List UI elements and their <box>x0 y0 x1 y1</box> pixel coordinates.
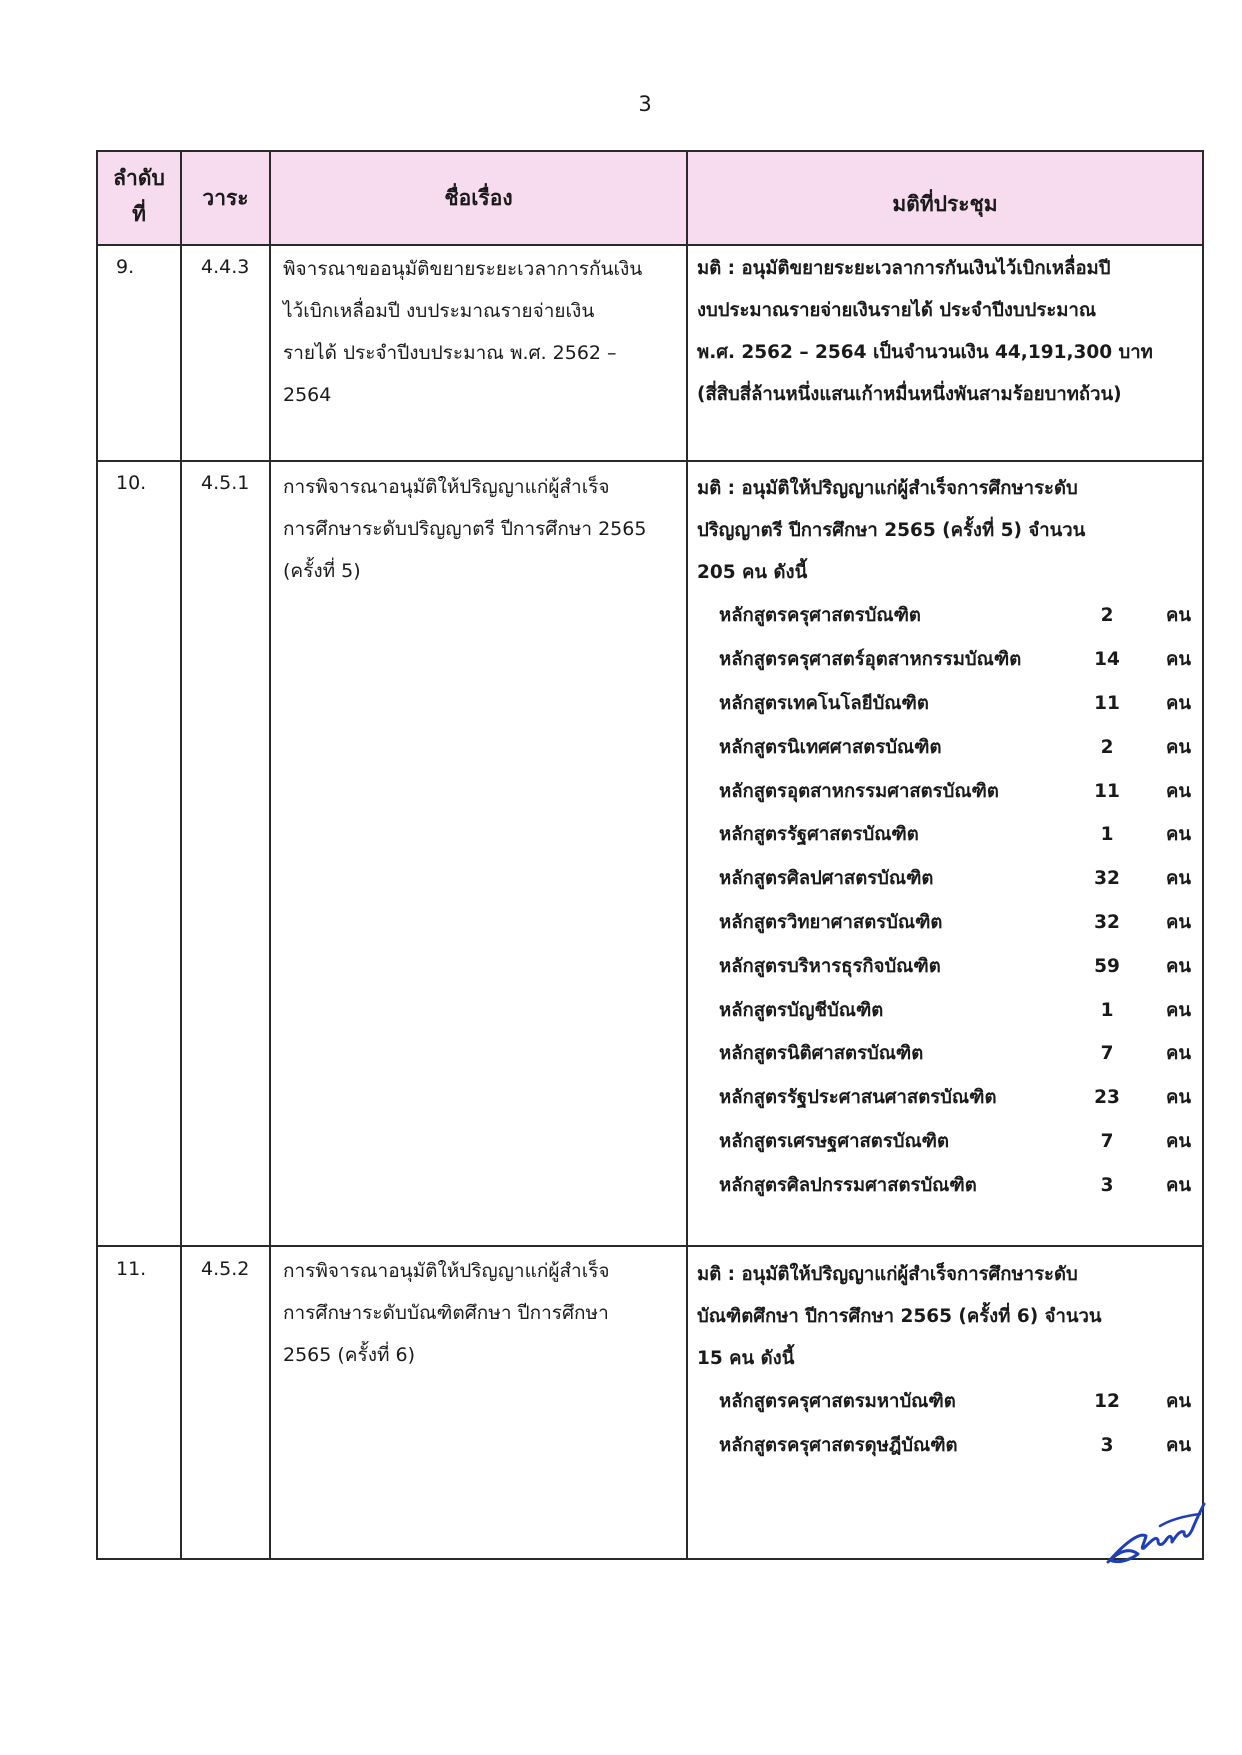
page-number: 3 <box>638 92 652 116</box>
program-count: 7 <box>1100 1043 1114 1065</box>
row-resolution <box>697 248 1197 416</box>
program-row <box>697 1380 1197 1424</box>
resolution-line: งบประมาณรายจ่ายเงินรายได้ ประจำปีงบประมาณ <box>697 300 1097 321</box>
resolution-line: 15 คน ดังนี้ <box>697 1348 795 1369</box>
program-row <box>697 1424 1197 1468</box>
program-row <box>697 1032 1197 1076</box>
program-name: หลักสูตรเศรษฐศาสตรบัณฑิต <box>719 1130 950 1152</box>
row-divider <box>96 1245 1204 1247</box>
header-agenda: วาระ <box>202 186 249 210</box>
program-count: 1 <box>1100 999 1114 1021</box>
subject-line: 2564 <box>283 384 332 406</box>
program-row <box>697 638 1197 682</box>
program-row <box>697 594 1197 638</box>
program-count: 11 <box>1094 780 1120 802</box>
program-unit: คน <box>1165 1087 1191 1109</box>
row-agenda: 4.5.1 <box>201 472 250 494</box>
row-subject <box>283 1250 683 1376</box>
resolution-line: พ.ศ. 2562 – 2564 เป็นจำนวนเงิน 44,191,300 บาท <box>697 342 1153 363</box>
program-name: หลักสูตรศิลปศาสตรบัณฑิต <box>719 868 934 890</box>
program-name: หลักสูตรครุศาสตรมหาบัณฑิต <box>719 1391 956 1413</box>
program-unit: คน <box>1165 999 1191 1021</box>
resolution-line: (สี่สิบสี่ล้านหนึ่งแสนเก้าหมื่นหนึ่งพันสามร้อยบาทถ้วน) <box>697 384 1122 405</box>
row-no: 11. <box>116 1258 147 1280</box>
resolution-line: 205 คน ดังนี้ <box>697 562 808 583</box>
program-name: หลักสูตรครุศาสตรดุษฎีบัณฑิต <box>719 1435 958 1457</box>
program-row <box>697 944 1197 988</box>
table-border-left <box>96 150 98 1560</box>
program-count: 3 <box>1100 1435 1114 1457</box>
program-count: 12 <box>1094 1391 1120 1413</box>
program-name: หลักสูตรนิติศาสตรบัณฑิต <box>719 1043 924 1065</box>
program-count: 7 <box>1100 1130 1114 1152</box>
program-list <box>697 594 1197 1207</box>
program-row <box>697 857 1197 901</box>
program-row <box>697 682 1197 726</box>
subject-line: การศึกษาระดับปริญญาตรี ปีการศึกษา 2565 <box>283 518 647 540</box>
program-row <box>697 769 1197 813</box>
program-count: 59 <box>1094 955 1120 977</box>
row-divider <box>96 460 1204 462</box>
subject-line: (ครั้งที่ 5) <box>283 560 361 582</box>
program-unit: คน <box>1165 780 1191 802</box>
program-unit: คน <box>1165 692 1191 714</box>
table-border-top <box>96 150 1204 152</box>
program-row <box>697 988 1197 1032</box>
program-count: 14 <box>1094 649 1120 671</box>
row-no: 9. <box>116 256 135 278</box>
resolution-line: บัณฑิตศึกษา ปีการศึกษา 2565 (ครั้งที่ 6) จำนวน <box>697 1306 1102 1327</box>
header-subject: ชื่อเรื่อง <box>444 186 513 210</box>
program-name: หลักสูตรวิทยาศาสตรบัณฑิต <box>719 911 943 933</box>
program-row <box>697 813 1197 857</box>
row-resolution <box>697 468 1197 1207</box>
program-count: 1 <box>1100 824 1114 846</box>
row-agenda: 4.5.2 <box>201 1258 250 1280</box>
program-count: 23 <box>1094 1087 1120 1109</box>
column-divider <box>269 150 271 1560</box>
signature <box>1100 1490 1210 1570</box>
subject-line: 2565 (ครั้งที่ 6) <box>283 1344 416 1366</box>
row-agenda: 4.4.3 <box>201 256 250 278</box>
program-unit: คน <box>1165 736 1191 758</box>
table-border-right <box>1202 150 1204 1560</box>
program-name: หลักสูตรเทคโนโลยีบัณฑิต <box>719 692 929 714</box>
program-unit: คน <box>1165 868 1191 890</box>
program-name: หลักสูตรครุศาสตรบัณฑิต <box>719 605 921 627</box>
program-count: 2 <box>1100 605 1114 627</box>
program-name: หลักสูตรอุตสาหกรรมศาสตรบัณฑิต <box>719 780 999 802</box>
row-divider <box>96 244 1204 246</box>
program-count: 11 <box>1094 692 1120 714</box>
resolution-line: มติ : อนุมัติให้ปริญญาแก่ผู้สำเร็จการศึกษาระดับ <box>697 1264 1078 1285</box>
program-unit: คน <box>1165 1130 1191 1152</box>
program-list <box>697 1380 1197 1468</box>
program-name: หลักสูตรนิเทศศาสตรบัณฑิต <box>719 736 942 758</box>
program-name: หลักสูตรศิลปกรรมศาสตรบัณฑิต <box>719 1174 977 1196</box>
resolution-line: มติ : อนุมัติให้ปริญญาแก่ผู้สำเร็จการศึกษาระดับ <box>697 478 1078 499</box>
program-unit: คน <box>1165 1435 1191 1457</box>
program-row <box>697 1076 1197 1120</box>
column-divider <box>180 150 182 1560</box>
program-name: หลักสูตรบริหารธุรกิจบัณฑิต <box>719 955 941 977</box>
program-name: หลักสูตรรัฐประศาสนศาสตรบัณฑิต <box>719 1087 997 1109</box>
subject-line: การศึกษาระดับบัณฑิตศึกษา ปีการศึกษา <box>283 1302 609 1324</box>
program-unit: คน <box>1165 1174 1191 1196</box>
program-row <box>697 725 1197 769</box>
program-unit: คน <box>1165 1391 1191 1413</box>
subject-line: รายได้ ประจำปีงบประมาณ พ.ศ. 2562 – <box>283 342 617 364</box>
program-name: หลักสูตรรัฐศาสตรบัณฑิต <box>719 824 919 846</box>
subject-line: ไว้เบิกเหลื่อมปี งบประมาณรายจ่ายเงิน <box>283 300 595 322</box>
program-unit: คน <box>1165 911 1191 933</box>
row-subject <box>283 466 683 592</box>
program-row <box>697 1120 1197 1164</box>
program-unit: คน <box>1165 1043 1191 1065</box>
resolution-line: ปริญญาตรี ปีการศึกษา 2565 (ครั้งที่ 5) จำนวน <box>697 520 1086 541</box>
program-name: หลักสูตรครุศาสตร์อุตสาหกรรมบัณฑิต <box>719 649 1022 671</box>
program-row <box>697 1163 1197 1207</box>
program-count: 32 <box>1094 911 1120 933</box>
program-unit: คน <box>1165 649 1191 671</box>
row-no: 10. <box>116 472 147 494</box>
program-count: 32 <box>1094 868 1120 890</box>
program-unit: คน <box>1165 955 1191 977</box>
row-resolution <box>697 1254 1197 1468</box>
subject-line: การพิจารณาอนุมัติให้ปริญญาแก่ผู้สำเร็จ <box>283 1260 610 1282</box>
header-resolution: มติที่ประชุม <box>892 192 998 216</box>
row-subject <box>283 248 683 416</box>
subject-line: การพิจารณาอนุมัติให้ปริญญาแก่ผู้สำเร็จ <box>283 476 610 498</box>
program-count: 2 <box>1100 736 1114 758</box>
table-border-bottom <box>96 1558 1204 1560</box>
program-name: หลักสูตรบัญชีบัณฑิต <box>719 999 884 1021</box>
program-count: 3 <box>1100 1174 1114 1196</box>
program-unit: คน <box>1165 824 1191 846</box>
program-unit: คน <box>1165 605 1191 627</box>
column-divider <box>686 150 688 1560</box>
program-row <box>697 901 1197 945</box>
header-no: ลำดับ ที่ <box>113 166 165 226</box>
subject-line: พิจารณาขออนุมัติขยายระยะเวลาการกันเงิน <box>283 258 643 280</box>
resolution-line: มติ : อนุมัติขยายระยะเวลาการกันเงินไว้เบิกเหลื่อมปี <box>697 258 1111 279</box>
